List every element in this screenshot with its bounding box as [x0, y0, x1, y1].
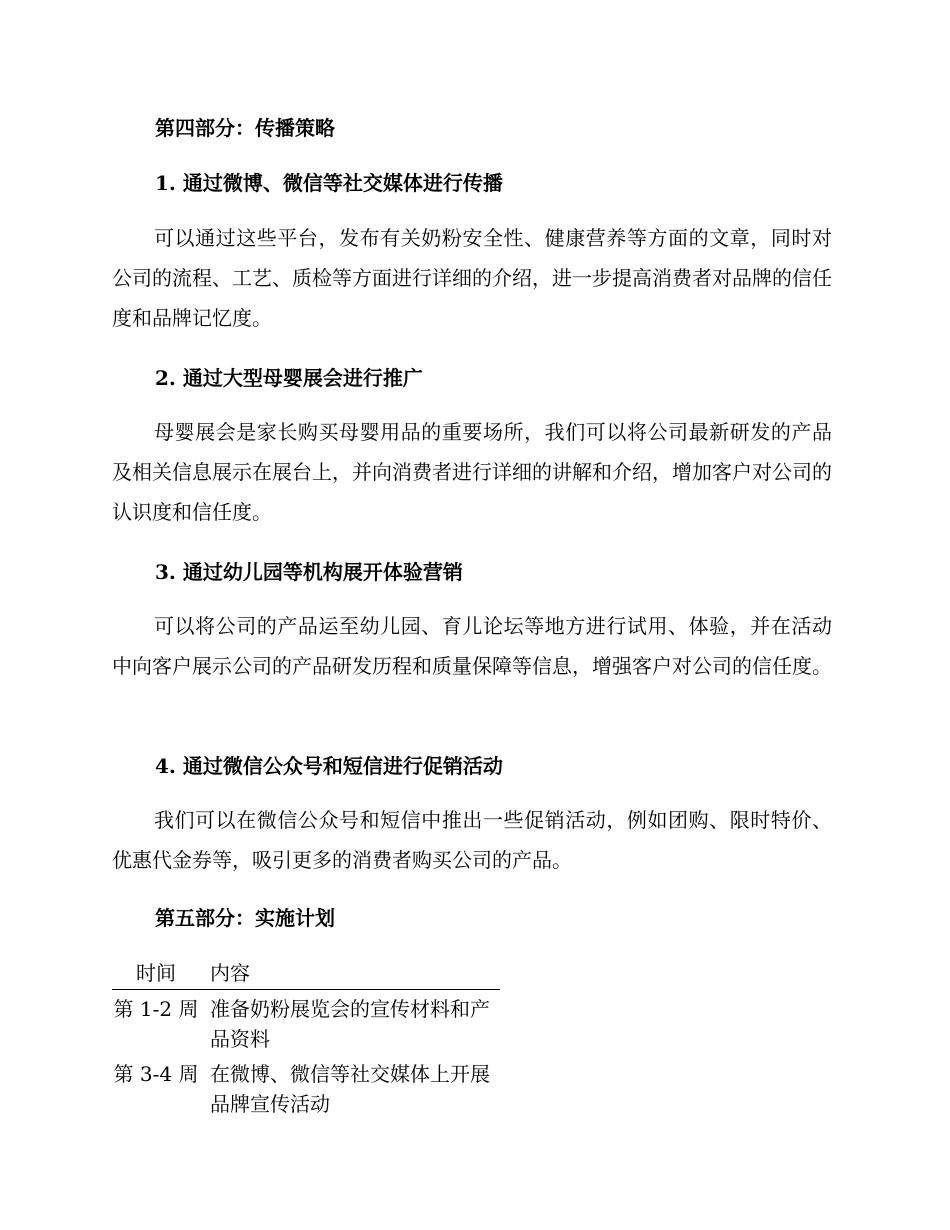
part5-heading: 第五部分：实施计划 [155, 906, 335, 930]
header-time: 时间 [112, 957, 200, 990]
item3-heading: 3. 通过幼儿园等机构展开体验营销 [155, 560, 463, 584]
row-time: 第 1-2 周 [113, 997, 199, 1021]
row-content: 准备奶粉展览会的宣传材料和产品资料 [210, 997, 490, 1051]
table-row [112, 1059, 500, 1124]
item1-heading: 1. 通过微博、微信等社交媒体进行传播 [155, 171, 503, 195]
item2-paragraph: 母婴展会是家长购买母婴用品的重要场所，我们可以将公司最新研发的产品及相关信息展示在展台上，并向消费者进行详细的讲解和介绍，增加客户对公司的认识度和信任度。 [112, 420, 832, 524]
table-row [112, 990, 500, 1060]
item4-paragraph: 我们可以在微信公众号和短信中推出一些促销活动，例如团购、限时特价、优惠代金券等，吸引更多的消费者购买公司的产品。 [112, 808, 832, 872]
row-time: 第 3-4 周 [113, 1062, 199, 1086]
item3-paragraph: 可以将公司的产品运至幼儿园、育儿论坛等地方进行试用、体验，并在活动中向客户展示公司的产品研发历程和质量保障等信息，增强客户对公司的信任度。 [112, 614, 832, 678]
implementation-plan-table [112, 957, 500, 1124]
header-content: 内容 [200, 957, 500, 990]
item4-heading: 4. 通过微信公众号和短信进行促销活动 [155, 754, 503, 778]
part4-heading: 第四部分：传播策略 [155, 116, 335, 140]
item1-paragraph: 可以通过这些平台，发布有关奶粉安全性、健康营养等方面的文章，同时对公司的流程、工艺、质检等方面进行详细的介绍，进一步提高消费者对品牌的信任度和品牌记忆度。 [112, 226, 832, 330]
item2-heading: 2. 通过大型母婴展会进行推广 [155, 366, 423, 390]
row-content: 在微博、微信等社交媒体上开展品牌宣传活动 [210, 1062, 490, 1116]
table-header-row [112, 957, 500, 990]
